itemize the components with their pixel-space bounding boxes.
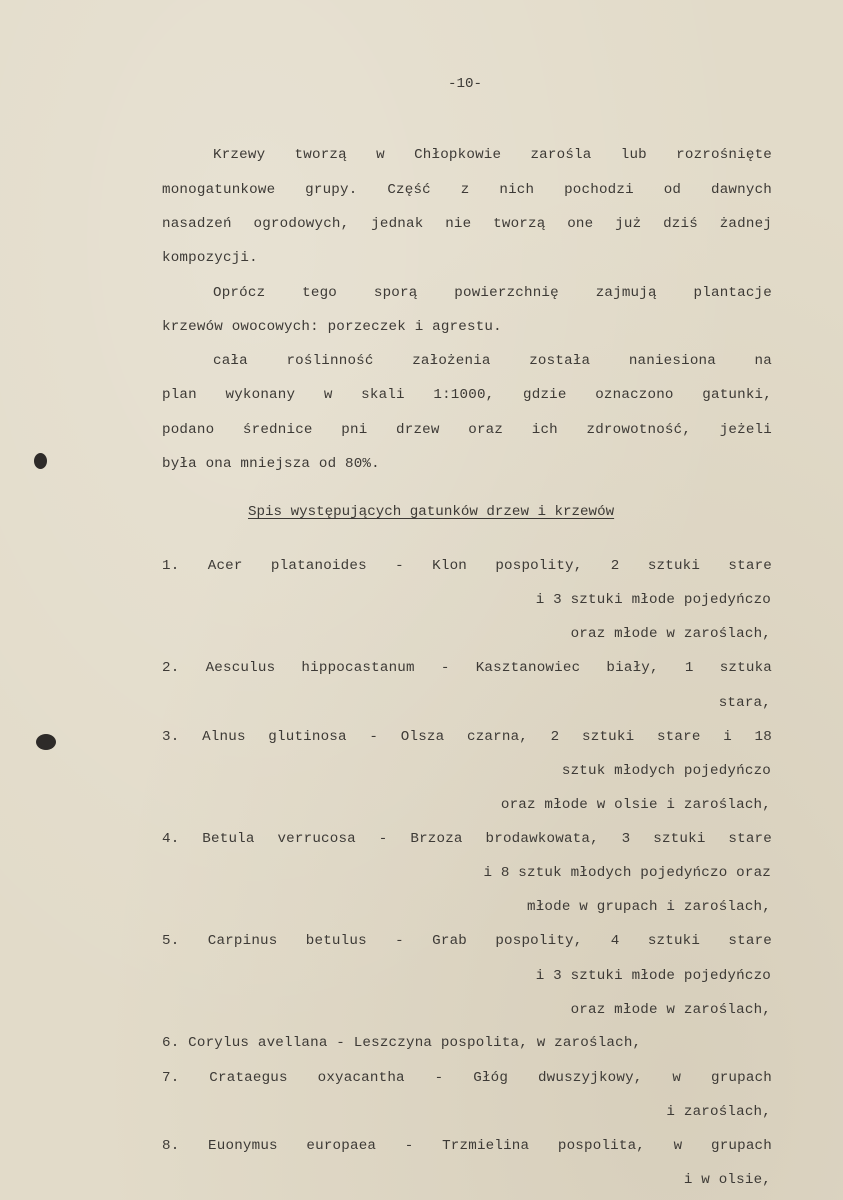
list-item-continuation: i 8 sztuk młodych pojedyńczo oraz xyxy=(483,865,771,881)
list-item-continuation: oraz młode w zaroślach, xyxy=(570,626,771,642)
paragraph-line: Krzewy tworzą w Chłopkowie zarośla lub rozrośnięte xyxy=(213,147,772,163)
punch-hole-bottom xyxy=(36,734,56,750)
section-title: Spis występujących gatunków drzew i krzewów xyxy=(248,504,615,520)
punch-hole-top xyxy=(34,453,47,469)
list-item: 1. Acer platanoides - Klon pospolity, 2 sztuki stare xyxy=(162,558,772,574)
paragraph-line: Oprócz tego sporą powierzchnię zajmują plantacje xyxy=(213,285,772,301)
list-item-continuation: i zaroślach, xyxy=(666,1104,771,1120)
list-item: 8. Euonymus europaea - Trzmielina pospolita, w grupach xyxy=(162,1138,772,1154)
paragraph-line: nasadzeń ogrodowych, jednak nie tworzą one już dziś żadnej xyxy=(162,216,772,232)
list-item-continuation: i 3 sztuki młode pojedyńczo xyxy=(535,592,771,608)
list-item: 5. Carpinus betulus - Grab pospolity, 4 sztuki stare xyxy=(162,933,772,949)
page-number: -10- xyxy=(448,76,483,92)
paragraph-line: była ona mniejsza od 80%. xyxy=(162,456,380,472)
list-item-continuation: i w olsie, xyxy=(683,1172,771,1188)
list-item: 2. Aesculus hippocastanum - Kasztanowiec biały, 1 sztuka xyxy=(162,660,772,676)
paragraph-line: cała roślinność założenia została naniesiona na xyxy=(213,353,772,369)
list-item-continuation: młode w grupach i zaroślach, xyxy=(527,899,771,915)
list-item: 7. Crataegus oxyacantha - Głóg dwuszyjkowy, w grupach xyxy=(162,1070,772,1086)
list-item: 4. Betula verrucosa - Brzoza brodawkowata, 3 sztuki stare xyxy=(162,831,772,847)
list-item-continuation: oraz młode w olsie i zaroślach, xyxy=(500,797,771,813)
list-item: 3. Alnus glutinosa - Olsza czarna, 2 sztuki stare i 18 xyxy=(162,729,772,745)
paragraph-line: plan wykonany w skali 1:1000, gdzie oznaczono gatunki, xyxy=(162,387,772,403)
paragraph-line: kompozycji. xyxy=(162,250,258,266)
paragraph-line: monogatunkowe grupy. Część z nich pochodzi od dawnych xyxy=(162,182,772,198)
paragraph-line: podano średnice pni drzew oraz ich zdrowotność, jeżeli xyxy=(162,422,772,438)
list-item-continuation: stara, xyxy=(718,695,771,711)
list-item-continuation: i 3 sztuki młode pojedyńczo xyxy=(535,968,771,984)
list-item-continuation: sztuk młodych pojedyńczo xyxy=(561,763,771,779)
list-item-continuation: oraz młode w zaroślach, xyxy=(570,1002,771,1018)
paragraph-line: krzewów owocowych: porzeczek i agrestu. xyxy=(162,319,502,335)
list-item: 6. Corylus avellana - Leszczyna pospolita, w zaroślach, xyxy=(162,1035,642,1051)
